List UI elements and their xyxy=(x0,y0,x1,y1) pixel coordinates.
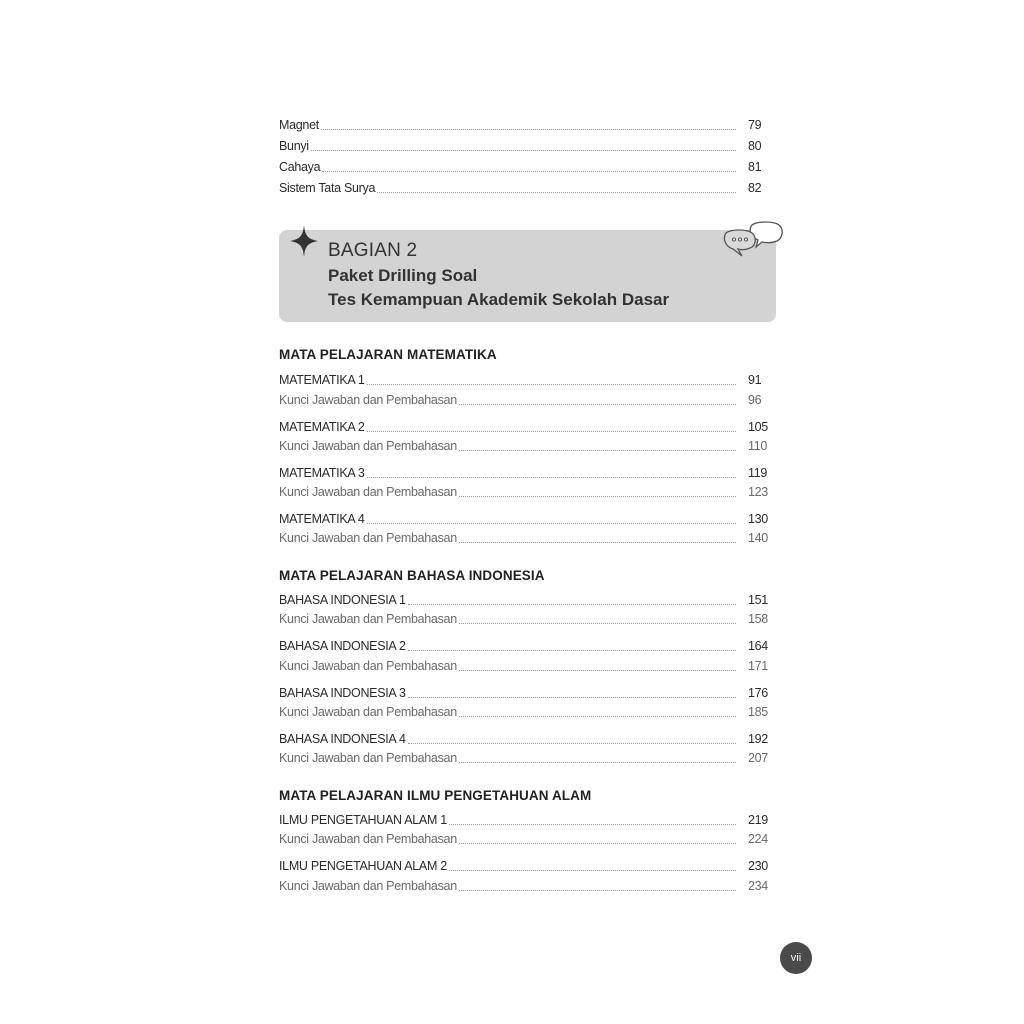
toc-entry-page: 207 xyxy=(748,751,768,765)
section-heading-bahasa-indonesia: MATA PELAJARAN BAHASA INDONESIA xyxy=(279,568,545,583)
toc-entry-label: Kunci Jawaban dan Pembahasan xyxy=(279,705,457,719)
dot-leader xyxy=(459,541,736,543)
section-heading-matematika: MATA PELAJARAN MATEMATIKA xyxy=(279,347,497,362)
toc-entry-magnet xyxy=(279,115,770,133)
page-number-badge: vii xyxy=(780,942,812,974)
toc-entry-label: Cahaya xyxy=(279,160,321,174)
toc-entry-matematika-2 xyxy=(279,417,770,435)
dot-leader xyxy=(459,449,736,451)
toc-entry-page: 234 xyxy=(748,879,768,893)
toc-entry-page: 158 xyxy=(748,612,768,626)
dot-leader xyxy=(449,823,736,825)
dot-leader xyxy=(322,170,736,172)
toc-entry-label: Kunci Jawaban dan Pembahasan xyxy=(279,393,457,407)
toc-entry-label: Kunci Jawaban dan Pembahasan xyxy=(279,531,457,545)
toc-entry-label: BAHASA INDONESIA 1 xyxy=(279,593,406,607)
dot-leader xyxy=(459,889,736,891)
toc-entry-page: 164 xyxy=(748,639,768,653)
toc-entry-ipa-1 xyxy=(279,810,770,828)
toc-entry-page: 151 xyxy=(748,593,768,607)
dot-leader xyxy=(367,476,736,478)
banner-title-line2: Tes Kemampuan Akademik Sekolah Dasar xyxy=(328,290,670,309)
toc-entry-bahasa-indonesia-3 xyxy=(279,683,770,701)
toc-entry-bahasa-indonesia-2 xyxy=(279,636,770,654)
toc-entry-page: 171 xyxy=(748,659,768,673)
dot-leader xyxy=(321,128,736,130)
toc-entry-matematika-4 xyxy=(279,509,770,527)
toc-entry-answer-key xyxy=(279,609,770,627)
toc-entry-label: MATEMATIKA 3 xyxy=(279,466,365,480)
toc-entry-page: 79 xyxy=(748,118,762,132)
toc-entry-label: Magnet xyxy=(279,118,319,132)
toc-entry-label: Kunci Jawaban dan Pembahasan xyxy=(279,879,457,893)
toc-entry-page: 119 xyxy=(748,466,768,480)
toc-entry-label: ILMU PENGETAHUAN ALAM 1 xyxy=(279,813,447,827)
toc-entry-page: 192 xyxy=(748,732,768,746)
toc-entry-page: 123 xyxy=(748,485,768,499)
toc-entry-ipa-2 xyxy=(279,856,770,874)
toc-entry-answer-key xyxy=(279,748,770,766)
toc-entry-label: ILMU PENGETAHUAN ALAM 2 xyxy=(279,859,447,873)
dot-leader xyxy=(377,191,736,193)
toc-entry-label: BAHASA INDONESIA 2 xyxy=(279,639,406,653)
toc-entry-bahasa-indonesia-4 xyxy=(279,729,770,747)
toc-entry-page: 130 xyxy=(748,512,768,526)
dot-leader xyxy=(408,696,736,698)
toc-entry-matematika-3 xyxy=(279,463,770,481)
dot-leader xyxy=(311,149,736,151)
toc-entry-answer-key xyxy=(279,390,770,408)
dot-leader xyxy=(367,383,736,385)
toc-entry-answer-key xyxy=(279,829,770,847)
dot-leader xyxy=(408,649,736,651)
dot-leader xyxy=(408,742,736,744)
toc-entry-answer-key xyxy=(279,528,770,546)
toc-entry-page: 80 xyxy=(748,139,762,153)
toc-entry-label: Kunci Jawaban dan Pembahasan xyxy=(279,832,457,846)
banner-title-line1: Paket Drilling Soal xyxy=(328,266,478,285)
toc-entry-page: 81 xyxy=(748,160,762,174)
toc-entry-label: BAHASA INDONESIA 3 xyxy=(279,686,406,700)
toc-entry-page: 91 xyxy=(748,373,762,387)
chat-bubbles-icon xyxy=(722,221,784,261)
toc-entry-page: 176 xyxy=(748,686,768,700)
part-banner xyxy=(279,230,776,322)
toc-entry-label: Kunci Jawaban dan Pembahasan xyxy=(279,751,457,765)
dot-leader xyxy=(367,522,736,524)
dot-leader xyxy=(459,495,736,497)
banner-part-label: BAGIAN 2 xyxy=(328,240,418,261)
toc-entry-sistem-tata-surya xyxy=(279,178,770,196)
star-icon xyxy=(289,224,319,258)
toc-entry-page: 82 xyxy=(748,181,762,195)
toc-entry-page: 140 xyxy=(748,531,768,545)
section-heading-ipa: MATA PELAJARAN ILMU PENGETAHUAN ALAM xyxy=(279,788,592,803)
dot-leader xyxy=(459,403,736,405)
toc-entry-label: Kunci Jawaban dan Pembahasan xyxy=(279,485,457,499)
toc-entry-label: MATEMATIKA 1 xyxy=(279,373,365,387)
dot-leader xyxy=(408,603,736,605)
toc-entry-page: 185 xyxy=(748,705,768,719)
toc-entry-answer-key xyxy=(279,482,770,500)
toc-entry-page: 105 xyxy=(748,420,768,434)
dot-leader xyxy=(449,869,736,871)
dot-leader xyxy=(459,842,736,844)
toc-entry-label: Kunci Jawaban dan Pembahasan xyxy=(279,439,457,453)
toc-entry-page: 96 xyxy=(748,393,762,407)
toc-entry-page: 110 xyxy=(748,439,768,453)
toc-entry-answer-key xyxy=(279,876,770,894)
toc-entry-label: MATEMATIKA 4 xyxy=(279,512,365,526)
toc-entry-bahasa-indonesia-1 xyxy=(279,590,770,608)
toc-entry-cahaya xyxy=(279,157,770,175)
dot-leader xyxy=(459,669,736,671)
toc-entry-matematika-1 xyxy=(279,370,770,388)
dot-leader xyxy=(459,761,736,763)
toc-entry-label: BAHASA INDONESIA 4 xyxy=(279,732,406,746)
dot-leader xyxy=(367,430,736,432)
toc-entry-answer-key xyxy=(279,656,770,674)
toc-entry-label: MATEMATIKA 2 xyxy=(279,420,365,434)
toc-entry-bunyi xyxy=(279,136,770,154)
toc-entry-page: 219 xyxy=(748,813,768,827)
toc-entry-label: Bunyi xyxy=(279,139,309,153)
toc-entry-label: Kunci Jawaban dan Pembahasan xyxy=(279,659,457,673)
dot-leader xyxy=(459,715,736,717)
toc-entry-answer-key xyxy=(279,702,770,720)
toc-entry-label: Kunci Jawaban dan Pembahasan xyxy=(279,612,457,626)
dot-leader xyxy=(459,622,736,624)
toc-entry-page: 224 xyxy=(748,832,768,846)
toc-entry-answer-key xyxy=(279,436,770,454)
toc-entry-page: 230 xyxy=(748,859,768,873)
toc-entry-label: Sistem Tata Surya xyxy=(279,181,376,195)
